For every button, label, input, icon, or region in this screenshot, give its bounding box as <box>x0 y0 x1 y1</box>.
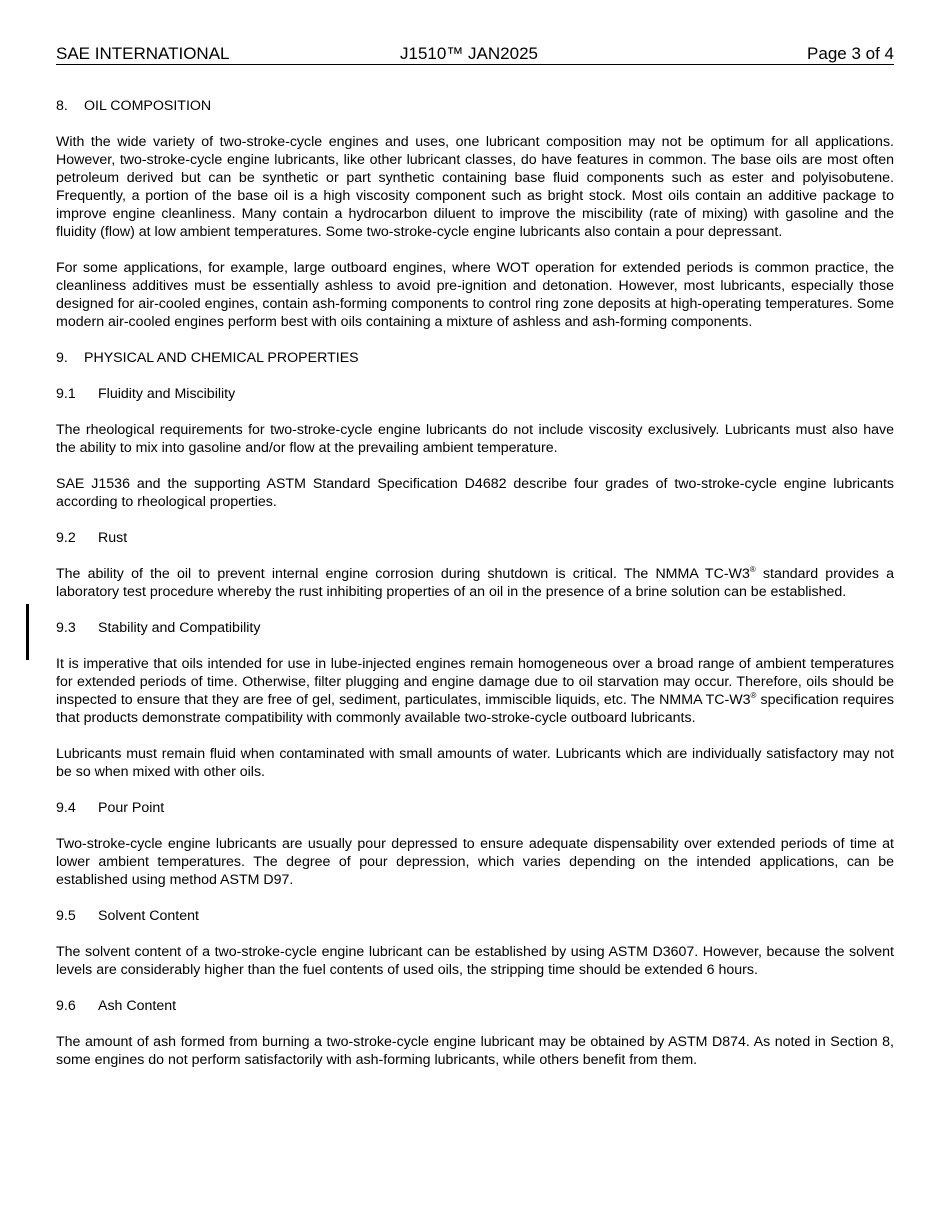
subsection-number: 9.3 <box>56 620 76 636</box>
section-9-3-paragraph-1 <box>56 655 894 727</box>
section-number: 9. <box>56 350 68 366</box>
header-doc-id: J1510™ JAN2025 <box>400 44 538 63</box>
page-header <box>56 44 894 65</box>
subsection-title: Stability and Compatibility <box>98 620 261 636</box>
header-page-number: Page 3 of 4 <box>807 44 894 63</box>
subsection-title: Pour Point <box>98 800 165 816</box>
section-9-2-heading <box>56 529 894 547</box>
document-body <box>56 97 894 1087</box>
section-9-6-heading <box>56 997 894 1015</box>
section-9-2-paragraph-1 <box>56 565 894 601</box>
section-9-4-paragraph-1: Two-stroke-cycle engine lubricants are usually pour depressed to ensure adequate dispensability over extended periods of time at lower ambient temperatures. The degree of pour depression, which varies depending on the intended applications, can be established using method ASTM D97. <box>56 836 894 888</box>
subsection-number: 9.5 <box>56 908 76 924</box>
subsection-number: 9.2 <box>56 530 76 546</box>
section-number: 8. <box>56 98 68 114</box>
section-9-5-paragraph-1: The solvent content of a two-stroke-cycle engine lubricant can be established by using ASTM D3607. However, because the solvent levels are considerably higher than the fuel contents of used oils, the stripping time should be extended 6 hours. <box>56 944 894 978</box>
subsection-title: Solvent Content <box>98 908 199 924</box>
registered-mark: ® <box>749 565 756 574</box>
subsection-number: 9.6 <box>56 998 76 1014</box>
registered-mark: ® <box>750 691 757 700</box>
text-run: It is imperative that oils intended for use in lube-injected engines remain homogeneous over a broad range of ambient temperatures for extended periods of time. Otherwise, filter plugging and engine damage due to oil starvation may occur. Therefore, oils should be inspected to ensure that they are free of gel, sediment, particulates, immiscible liquids, etc. The NMMA TC-W3 <box>56 656 894 708</box>
section-9-1-paragraph-2: SAE J1536 and the supporting ASTM Standard Specification D4682 describe four grades of two-stroke-cycle engine lubricants according to rheological properties. <box>56 476 894 510</box>
subsection-title: Rust <box>98 530 128 546</box>
subsection-title: Ash Content <box>98 998 177 1014</box>
section-title: PHYSICAL AND CHEMICAL PROPERTIES <box>84 350 359 366</box>
section-9-4-heading <box>56 799 894 817</box>
section-9-3-heading <box>56 619 894 637</box>
section-9-5-heading <box>56 907 894 925</box>
section-9-heading <box>56 349 894 367</box>
section-8-paragraph-2: For some applications, for example, large outboard engines, where WOT operation for extended periods is common practice, the cleanliness additives must be essentially ashless to avoid pre-ignition and detonation. However, most lubricants, especially those designed for air-cooled engines, contain ash-forming components to control ring zone deposits at high-operating temperatures. Some modern air-cooled engines perform best with oils containing a mixture of ashless and ash-forming components. <box>56 260 894 330</box>
subsection-number: 9.4 <box>56 800 76 816</box>
section-9-1-paragraph-1: The rheological requirements for two-stroke-cycle engine lubricants do not include viscosity exclusively. Lubricants must also have the ability to mix into gasoline and/or flow at the prevailing ambient temperature. <box>56 422 894 456</box>
text-run: specification requires that products demonstrate compatibility with commonly available two-stroke-cycle outboard lubricants. <box>56 692 894 726</box>
subsection-title: Fluidity and Miscibility <box>98 386 236 402</box>
text-run: The ability of the oil to prevent internal engine corrosion during shutdown is critical. The NMMA TC-W3 <box>56 566 750 582</box>
text-run: standard provides a laboratory test procedure whereby the rust inhibiting properties of an oil in the presence of a brine solution can be established. <box>56 566 894 600</box>
section-9-1-heading <box>56 385 894 403</box>
section-8-paragraph-1: With the wide variety of two-stroke-cycle engines and uses, one lubricant composition may not be optimum for all applications. However, two-stroke-cycle engine lubricants, like other lubricant classes, do have features in common. The base oils are most often petroleum derived but can be synthetic or part synthetic containing base fluid components such as ester and polyisobutene. Frequently, a portion of the base oil is a high viscosity component such as bright stock. Most oils contain an additive package to improve engine cleanliness. Many contain a hydrocarbon diluent to improve the miscibility (rate of mixing) with gasoline and the fluidity (flow) at low ambient temperatures. Some two-stroke-cycle engine lubricants also contain a pour depressant. <box>56 134 894 240</box>
section-9-3-paragraph-2: Lubricants must remain fluid when contaminated with small amounts of water. Lubricants which are individually satisfactory may not be so when mixed with other oils. <box>56 746 894 780</box>
section-8-heading <box>56 97 894 115</box>
section-title: OIL COMPOSITION <box>84 98 212 114</box>
subsection-number: 9.1 <box>56 386 76 402</box>
section-9-6-paragraph-1: The amount of ash formed from burning a two-stroke-cycle engine lubricant may be obtained by ASTM D874. As noted in Section 8, some engines do not perform satisfactorily with ash-forming lubricants, while others benefit from them. <box>56 1034 894 1068</box>
revision-change-bar <box>26 604 29 660</box>
header-org: SAE INTERNATIONAL <box>56 44 230 63</box>
